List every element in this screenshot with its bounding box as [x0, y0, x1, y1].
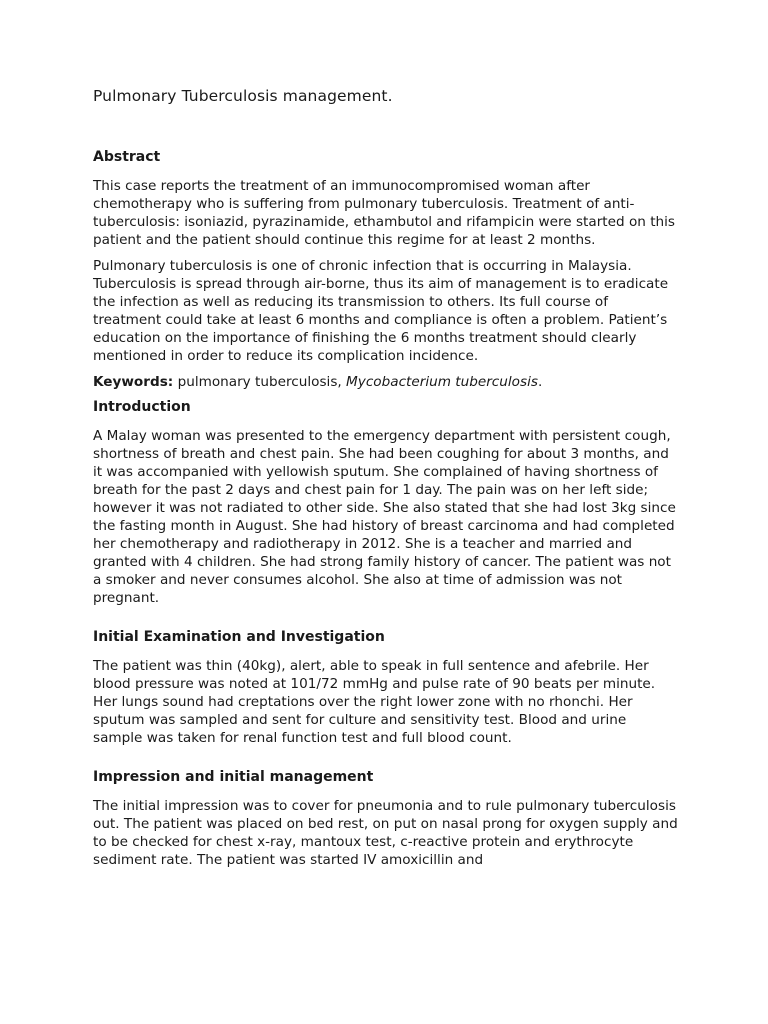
impression-heading: Impression and initial management	[93, 769, 374, 785]
impression-paragraph: The initial impression was to cover for pneumonia and to rule pulmonary tuberculosis out. The patient was placed on bed rest, on put on nasal prong for oxygen supply and to be checked for chest x-ray, mantoux test, c-reactive protein and erythrocyte sediment rate. The patient was started IV amoxicillin and	[93, 798, 678, 868]
document-title: Pulmonary Tuberculosis management.	[93, 87, 393, 105]
keywords-plain: pulmonary tuberculosis,	[173, 374, 347, 390]
keywords-label: Keywords:	[93, 374, 174, 390]
abstract-paragraph-2: Pulmonary tuberculosis is one of chronic infection that is occurring in Malaysia. Tuberculosis is spread through air-borne, thus its aim of management is to eradicate the infection as well as reducing its transmission to others. Its full course of treatment could take at least 6 months and compliance is often a problem. Patient’s education on the importance of finishing the 6 months treatment should clearly mentioned in order to reduce its complication incidence.	[93, 258, 669, 364]
examination-paragraph: The patient was thin (40kg), alert, able to speak in full sentence and afebrile. Her blood pressure was noted at 101/72 mmHg and pulse rate of 90 beats per minute. Her lungs sound had creptations over the right lower zone with no rhonchi. Her sputum was sampled and sent for culture and sensitivity test. Blood and urine sample was taken for renal function test and full blood count.	[93, 658, 656, 746]
introduction-heading: Introduction	[93, 399, 191, 415]
keywords-end: .	[537, 374, 543, 390]
keywords-line	[93, 373, 678, 391]
abstract-paragraph-1: This case reports the treatment of an immunocompromised woman after chemotherapy who is suffering from pulmonary tuberculosis. Treatment of anti-tuberculosis: isoniazid, pyrazinamide, ethambutol and rifampicin were started on this patient and the patient should continue this regime for at least 2 months.	[93, 178, 676, 248]
keywords-italic: Mycobacterium tuberculosis	[346, 374, 538, 390]
introduction-paragraph: A Malay woman was presented to the emergency department with persistent cough, shortness of breath and chest pain. She had been coughing for about 3 months, and it was accompanied with yellowish sputum. She complained of having shortness of breath for the past 2 days and chest pain for 1 day. The pain was on her left side; however it was not radiated to other side. She also stated that she had lost 3kg since the fasting month in August. She had history of breast carcinoma and had completed her chemotherapy and radiotherapy in 2012. She is a teacher and married and granted with 4 children. She had strong family history of cancer. The patient was not a smoker and never consumes alcohol. She also at time of admission was not pregnant.	[93, 428, 676, 606]
examination-heading: Initial Examination and Investigation	[93, 629, 385, 645]
abstract-heading: Abstract	[93, 149, 161, 165]
